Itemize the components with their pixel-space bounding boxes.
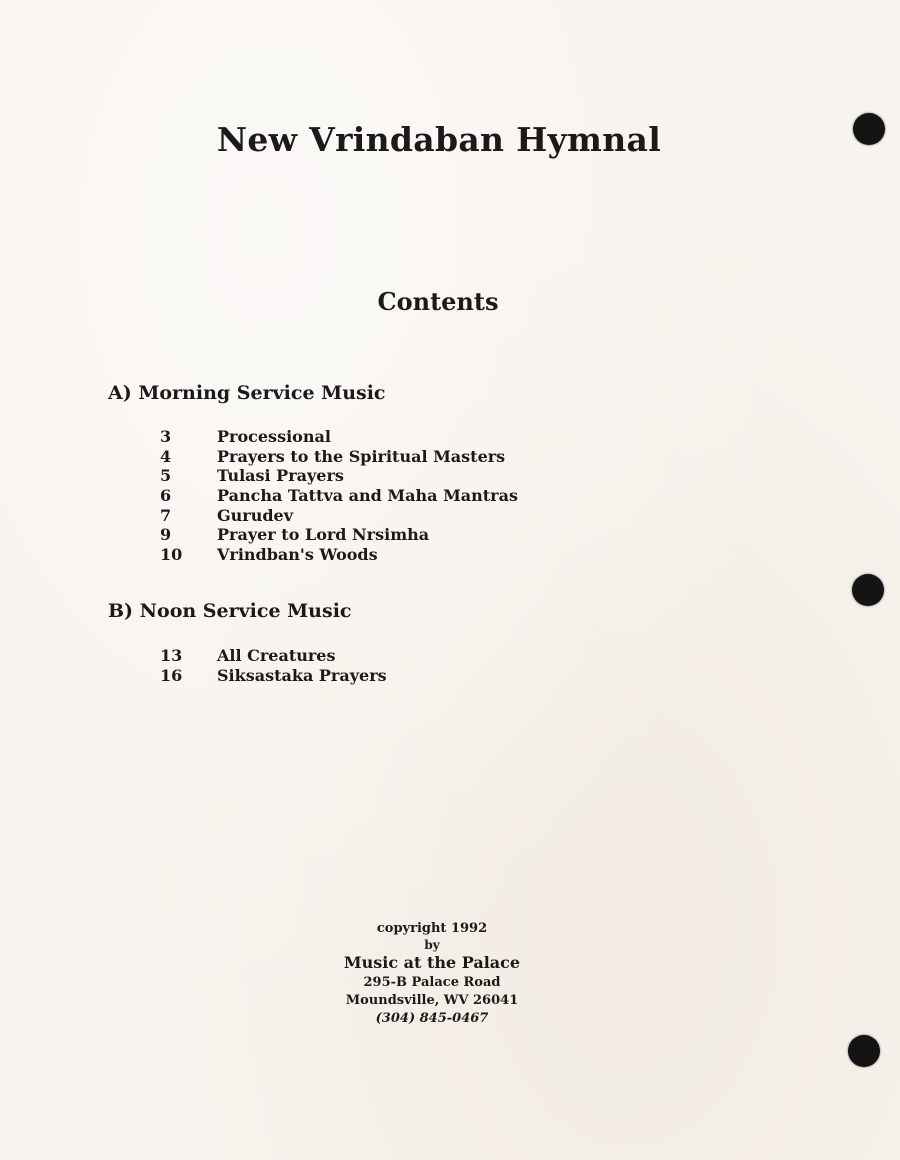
toc-entry-title: Gurudev bbox=[217, 505, 294, 525]
section-heading-morning: A) Morning Service Music bbox=[108, 382, 386, 404]
toc-entry-title: Vrindban's Woods bbox=[217, 545, 378, 565]
toc-entry-title: Siksastaka Prayers bbox=[217, 665, 387, 685]
punch-hole-bottom bbox=[848, 1035, 880, 1067]
address-street: 295-B Palace Road bbox=[363, 975, 501, 990]
toc-entry bbox=[160, 447, 518, 467]
toc-page-number: 6 bbox=[160, 486, 172, 506]
document-title: New Vrindaban Hymnal bbox=[216, 120, 662, 159]
toc-entry-title: Pancha Tattva and Maha Mantras bbox=[217, 486, 518, 506]
toc-entry-title: Tulasi Prayers bbox=[217, 466, 344, 486]
copyright-line: copyright 1992 bbox=[376, 921, 488, 936]
toc-entry bbox=[160, 486, 518, 506]
toc-list-morning bbox=[160, 427, 518, 565]
toc-page-number: 16 bbox=[160, 665, 183, 685]
toc-entry-title: Prayer to Lord Nrsimha bbox=[217, 525, 430, 545]
toc-entry bbox=[160, 666, 387, 686]
toc-page-number: 13 bbox=[160, 646, 183, 665]
toc-entry bbox=[160, 545, 518, 565]
toc-entry-title: Processional bbox=[217, 427, 331, 446]
toc-entry bbox=[160, 427, 518, 447]
toc-page-number: 10 bbox=[160, 545, 183, 565]
toc-entry-title: Prayers to the Spiritual Masters bbox=[217, 446, 506, 466]
toc-entry bbox=[160, 525, 518, 545]
section-heading-noon: B) Noon Service Music bbox=[108, 600, 352, 622]
contents-heading: Contents bbox=[377, 287, 499, 316]
address-city: Moundsville, WV 26041 bbox=[345, 993, 519, 1008]
toc-page-number: 7 bbox=[160, 505, 172, 525]
toc-page-number: 4 bbox=[160, 446, 172, 466]
by-line: by bbox=[424, 938, 440, 952]
phone-number: (304) 845-0467 bbox=[375, 1011, 489, 1026]
toc-entry bbox=[160, 646, 387, 666]
publisher-name: Music at the Palace bbox=[343, 953, 521, 972]
toc-page-number: 3 bbox=[160, 427, 172, 446]
toc-page-number: 9 bbox=[160, 525, 172, 545]
punch-hole-middle bbox=[852, 574, 884, 606]
toc-entry bbox=[160, 466, 518, 486]
toc-entry bbox=[160, 506, 518, 526]
toc-list-noon bbox=[160, 646, 387, 685]
publisher-footer bbox=[300, 920, 564, 1028]
toc-entry-title: All Creatures bbox=[217, 646, 336, 665]
toc-page-number: 5 bbox=[160, 466, 172, 486]
